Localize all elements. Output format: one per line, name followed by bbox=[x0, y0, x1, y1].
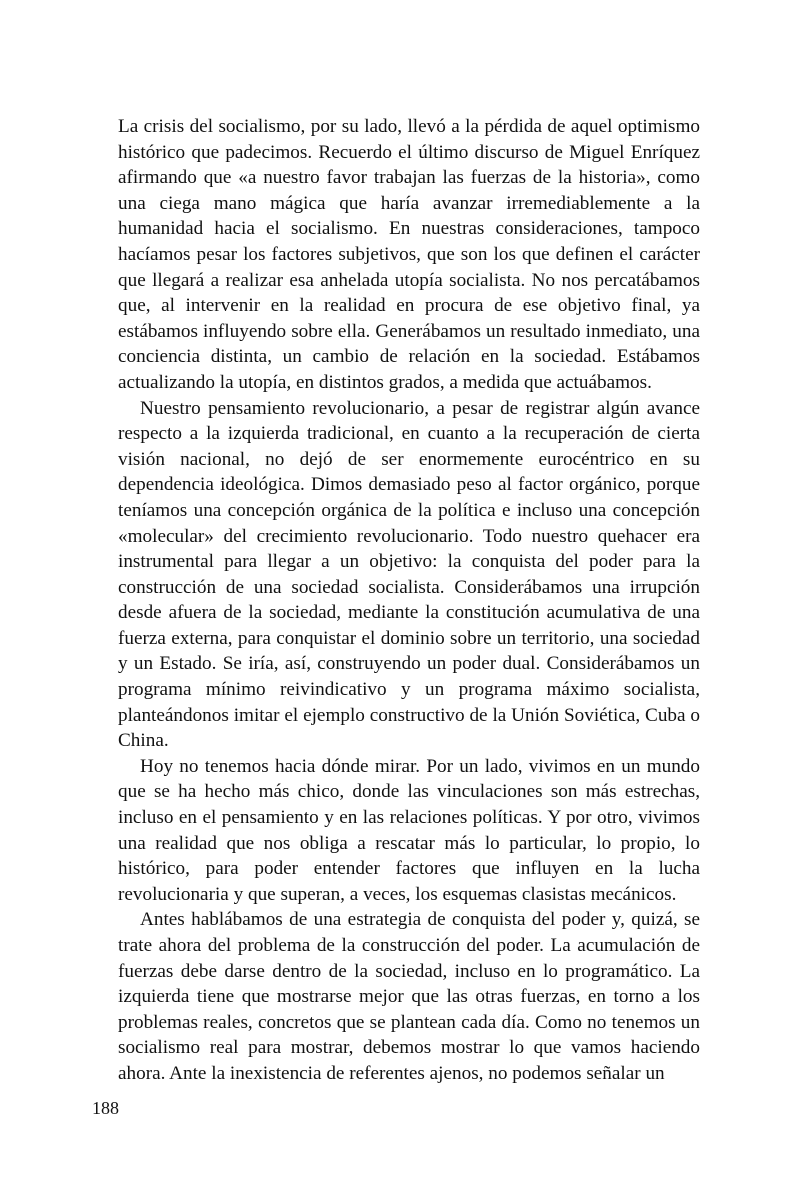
page-number: 188 bbox=[92, 1098, 119, 1118]
paragraph-1: La crisis del socialismo, por su lado, llevó a la pérdida de aquel optimismo histórico que padecimos. Recuerdo el último discurso de Miguel Enríquez afirmando que «a nuestro favor trabajan las fuerzas de la historia», como una ciega mano mágica que haría avanzar irremediablemente a la humanidad hacia el socialismo. En nuestras consideraciones, tampoco hacíamos pesar los factores subjetivos, que son los que definen el carácter que llegará a realizar esa anhelada utopía socialista. No nos percatábamos que, al intervenir en la realidad en procura de ese objetivo final, ya estábamos influyendo sobre ella. Generábamos un resultado inmediato, una conciencia distinta, un cambio de relación en la sociedad. Estábamos actualizando la utopía, en distintos grados, a medida que actuábamos. bbox=[118, 116, 700, 393]
paragraph-2: Nuestro pensamiento revolucionario, a pesar de registrar algún avance respecto a la izquierda tradicional, en cuanto a la recuperación de cierta visión nacional, no dejó de ser enormemente eurocéntrico en su dependencia ideológica. Dimos demasiado peso al factor orgánico, porque teníamos una concepción orgánica de la política e incluso una concepción «molecular» del crecimiento revolucionario. Todo nuestro quehacer era instrumental para llegar a un objetivo: la conquista del poder para la construcción de una sociedad socialista. Considerábamos una irrupción desde afuera de la sociedad, mediante la constitución acumulativa de una fuerza externa, para conquistar el dominio sobre un territorio, una sociedad y un Estado. Se iría, así, construyendo un poder dual. Considerábamos un programa mínimo reivindicativo y un programa máximo socialista, planteándonos imitar el ejemplo constructivo de la Unión Soviética, Cuba o China. bbox=[118, 397, 700, 752]
paragraph-4: Antes hablábamos de una estrategia de conquista del poder y, quizá, se trate ahora del problema de la construcción del poder. La acumulación de fuerzas debe darse dentro de la sociedad, incluso en lo programático. La izquierda tiene que mostrarse mejor que las otras fuerzas, en torno a los problemas reales, concretos que se plantean cada día. Como no tenemos un socialismo real para mostrar, debemos mostrar lo que vamos haciendo ahora. Ante la inexistencia de referentes ajenos, no podemos señalar un bbox=[118, 909, 700, 1084]
body-text bbox=[118, 114, 700, 1087]
paragraph-3: Hoy no tenemos hacia dónde mirar. Por un lado, vivimos en un mundo que se ha hecho más chico, donde las vinculaciones son más estrechas, incluso en el pensamiento y en las relaciones políticas. Y por otro, vivimos una realidad que nos obliga a rescatar más lo particular, lo propio, lo histórico, para poder entender factores que influyen en la lucha revolucionaria y que superan, a veces, los esquemas clasistas mecánicos. bbox=[118, 755, 700, 905]
